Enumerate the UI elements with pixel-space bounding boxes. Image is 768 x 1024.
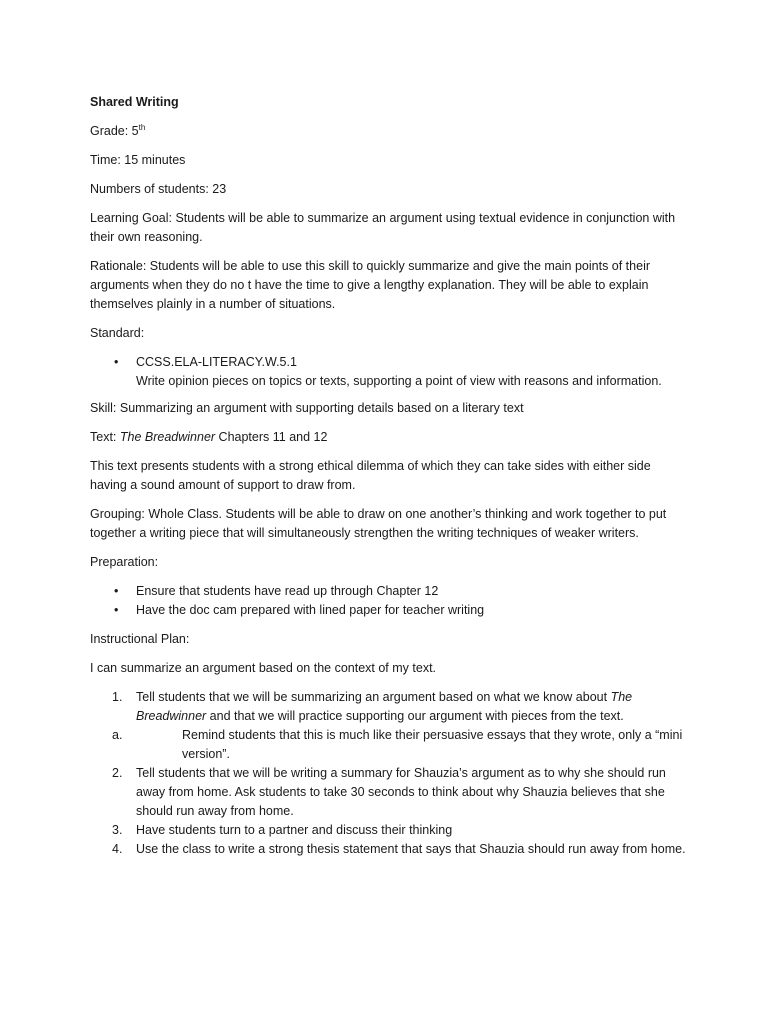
text-prefix: Text: [90,430,120,444]
step-text-pre: Tell students that we will be writing a summary for Shauzia’s argument as to why she should run away from home. Ask students to take 30 seconds to think about why Shauzia believes that she should run away from home. [136,766,666,818]
sub-step-text: Remind students that this is much like their persuasive essays that they wrote, only a “mini version”. [182,728,683,761]
step-text-em: The Breadwinner [136,690,633,723]
grouping: Grouping: Whole Class. Students will be able to draw on one another’s thinking and work together to put together a writing piece that will simultaneously strengthen the writing techniques of weaker writers. [90,507,667,540]
plan-step [90,821,690,840]
bullet-icon: • [114,355,119,369]
text-description: This text presents students with a strong ethical dilemma of which they can take sides with either side having a sound amount of support to draw from. [90,459,651,492]
step-text-post: and that we will practice supporting our argument with pieces from the text. [206,709,624,723]
preparation-label: Preparation: [90,555,159,569]
step-text-pre: Have students turn to a partner and discuss their thinking [136,823,453,837]
step-number: 4. [112,842,123,856]
standard-code: CCSS.ELA-LITERACY.W.5.1 [136,355,297,369]
step-text-pre: Tell students that we will be summarizing an argument based on what we know about [136,690,611,704]
plan-step [90,764,690,821]
grade-label: Grade: 5 [90,124,139,138]
skill-line: Skill: Summarizing an argument with supporting details based on a literary text [90,401,524,415]
text-suffix: Chapters 11 and 12 [215,430,328,444]
list-item [90,582,690,601]
standard-list [90,353,690,391]
standard-description: Write opinion pieces on topics or texts, supporting a point of view with reasons and information. [136,374,662,388]
plan-step [90,840,690,859]
preparation-item: Ensure that students have read up through Chapter 12 [136,584,439,598]
list-item [90,353,690,391]
list-item [90,601,690,620]
text-line [90,428,690,447]
step-number: 2. [112,766,123,780]
preparation-item: Have the doc cam prepared with lined paper for teacher writing [136,603,485,617]
bullet-icon: • [114,603,119,617]
text-title: The Breadwinner [119,430,216,444]
time-line: Time: 15 minutes [90,153,186,167]
plan-label: Instructional Plan: [90,632,190,646]
bullet-icon: • [114,584,119,598]
sub-step [90,726,690,764]
step-number: 3. [112,823,123,837]
preparation-list [90,582,690,620]
grade-line [90,122,690,141]
step-number: 1. [112,690,123,704]
plan-step [90,688,690,764]
document-page [90,93,690,859]
grade-superscript: th [138,122,146,132]
learning-goal: Learning Goal: Students will be able to summarize an argument using textual evidence in conjunction with their own reasoning. [90,211,676,244]
standard-label: Standard: [90,326,145,340]
sub-step-number: a. [112,728,123,742]
rationale: Rationale: Students will be able to use this skill to quickly summarize and give the main points of their arguments when they do no t have the time to give a lengthy explanation. They will be able to explain themselves plainly in a number of situations. [90,259,651,311]
objective: I can summarize an argument based on the context of my text. [90,661,437,675]
plan-steps [90,688,690,859]
doc-title: Shared Writing [90,95,179,109]
students-line: Numbers of students: 23 [90,182,227,196]
step-text-pre: Use the class to write a strong thesis statement that says that Shauzia should run away from home. [136,842,686,856]
